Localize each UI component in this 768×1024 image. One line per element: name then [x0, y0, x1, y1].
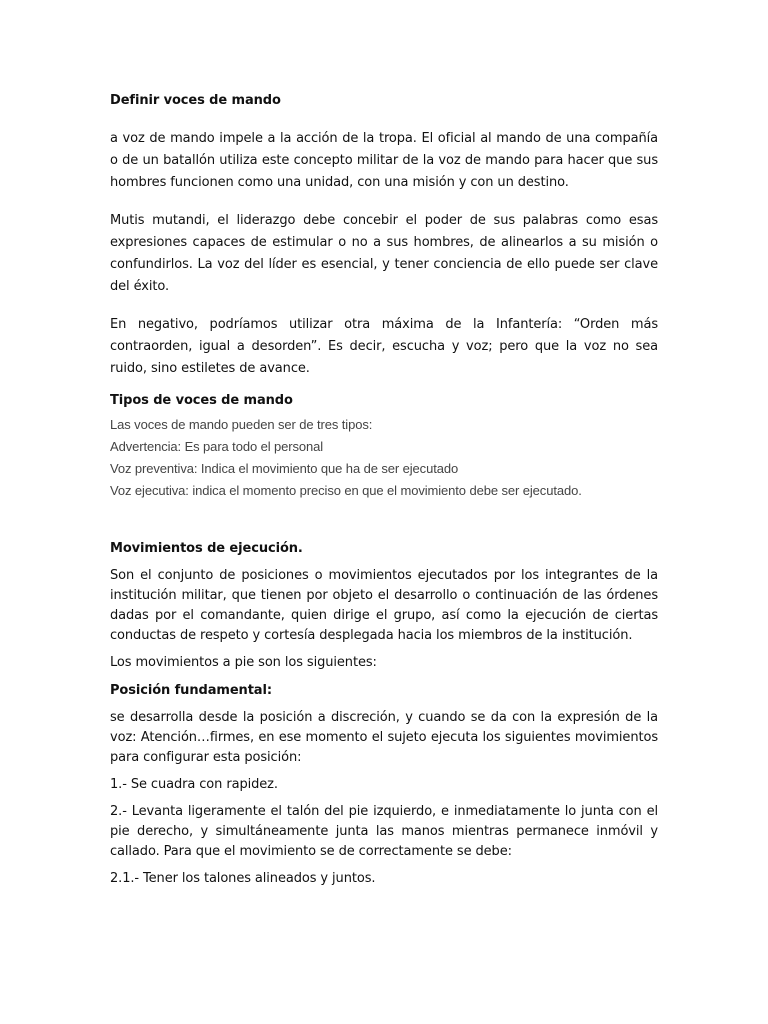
tipos-ejecutiva-line: Voz ejecutiva: indica el momento preciso en que el movimiento debe ser ejecutado. — [110, 483, 582, 498]
tipos-intro-line: Las voces de mando pueden ser de tres tipos: — [110, 417, 373, 432]
section-title-movimientos: Movimientos de ejecución. — [110, 541, 303, 556]
tipos-advertencia-line: Advertencia: Es para todo el personal — [110, 439, 324, 454]
paragraph-movimientos-intro: Son el conjunto de posiciones o movimientos ejecutados por los integrantes de la institución militar, que tienen por objeto el desarrollo o continuación de las órdenes dadas por el comandante, quien dirige el grupo, así como la ejecución de ciertas conductas de respeto y cortesía desplegada hacia los miembros de la institución. — [110, 568, 658, 643]
paragraph-posicion-fundamental: se desarrolla desde la posición a discreción, y cuando se da con la expresión de la voz: Atención…firmes, en ese momento el sujeto ejecuta los siguientes movimientos para configurar esta posición: — [110, 710, 658, 765]
paragraph-mutis-mutandi: Mutis mutandi, el liderazgo debe concebir el poder de sus palabras como esas expresiones capaces de estimular o no a sus hombres, de alinearlos a su misión o confundirlos. La voz del líder es esencial, y tener conciencia de ello puede ser clave del éxito. — [110, 213, 658, 294]
subsection-title-posicion: Posición fundamental: — [110, 683, 272, 698]
paragraph-voz-de-mando: a voz de mando impele a la acción de la tropa. El oficial al mando de una compañía o de un batallón utiliza este concepto militar de la voz de mando para hacer que sus hombres funcionen como una unidad, con una misión y con un destino. — [110, 131, 658, 190]
paragraph-movimientos-a-pie: Los movimientos a pie son los siguientes: — [110, 655, 377, 670]
step-2-1: 2.1.- Tener los talones alineados y juntos. — [110, 871, 376, 886]
section-title-tipos: Tipos de voces de mando — [110, 393, 293, 408]
tipos-preventiva-line: Voz preventiva: Indica el movimiento que ha de ser ejecutado — [110, 461, 459, 476]
step-1: 1.- Se cuadra con rapidez. — [110, 777, 278, 792]
section-title-definir: Definir voces de mando — [110, 93, 281, 108]
step-2: 2.- Levanta ligeramente el talón del pie izquierdo, e inmediatamente lo junta con el pie derecho, y simultáneamente junta las manos mientras permanece inmóvil y callado. Para que el movimiento se de correctamente se debe: — [110, 804, 658, 859]
tipos-list — [110, 414, 658, 502]
paragraph-en-negativo: En negativo, podríamos utilizar otra máxima de la Infantería: “Orden más contraorden, igual a desorden”. Es decir, escucha y voz; pero que la voz no sea ruido, sino estiletes de avance. — [110, 317, 658, 376]
